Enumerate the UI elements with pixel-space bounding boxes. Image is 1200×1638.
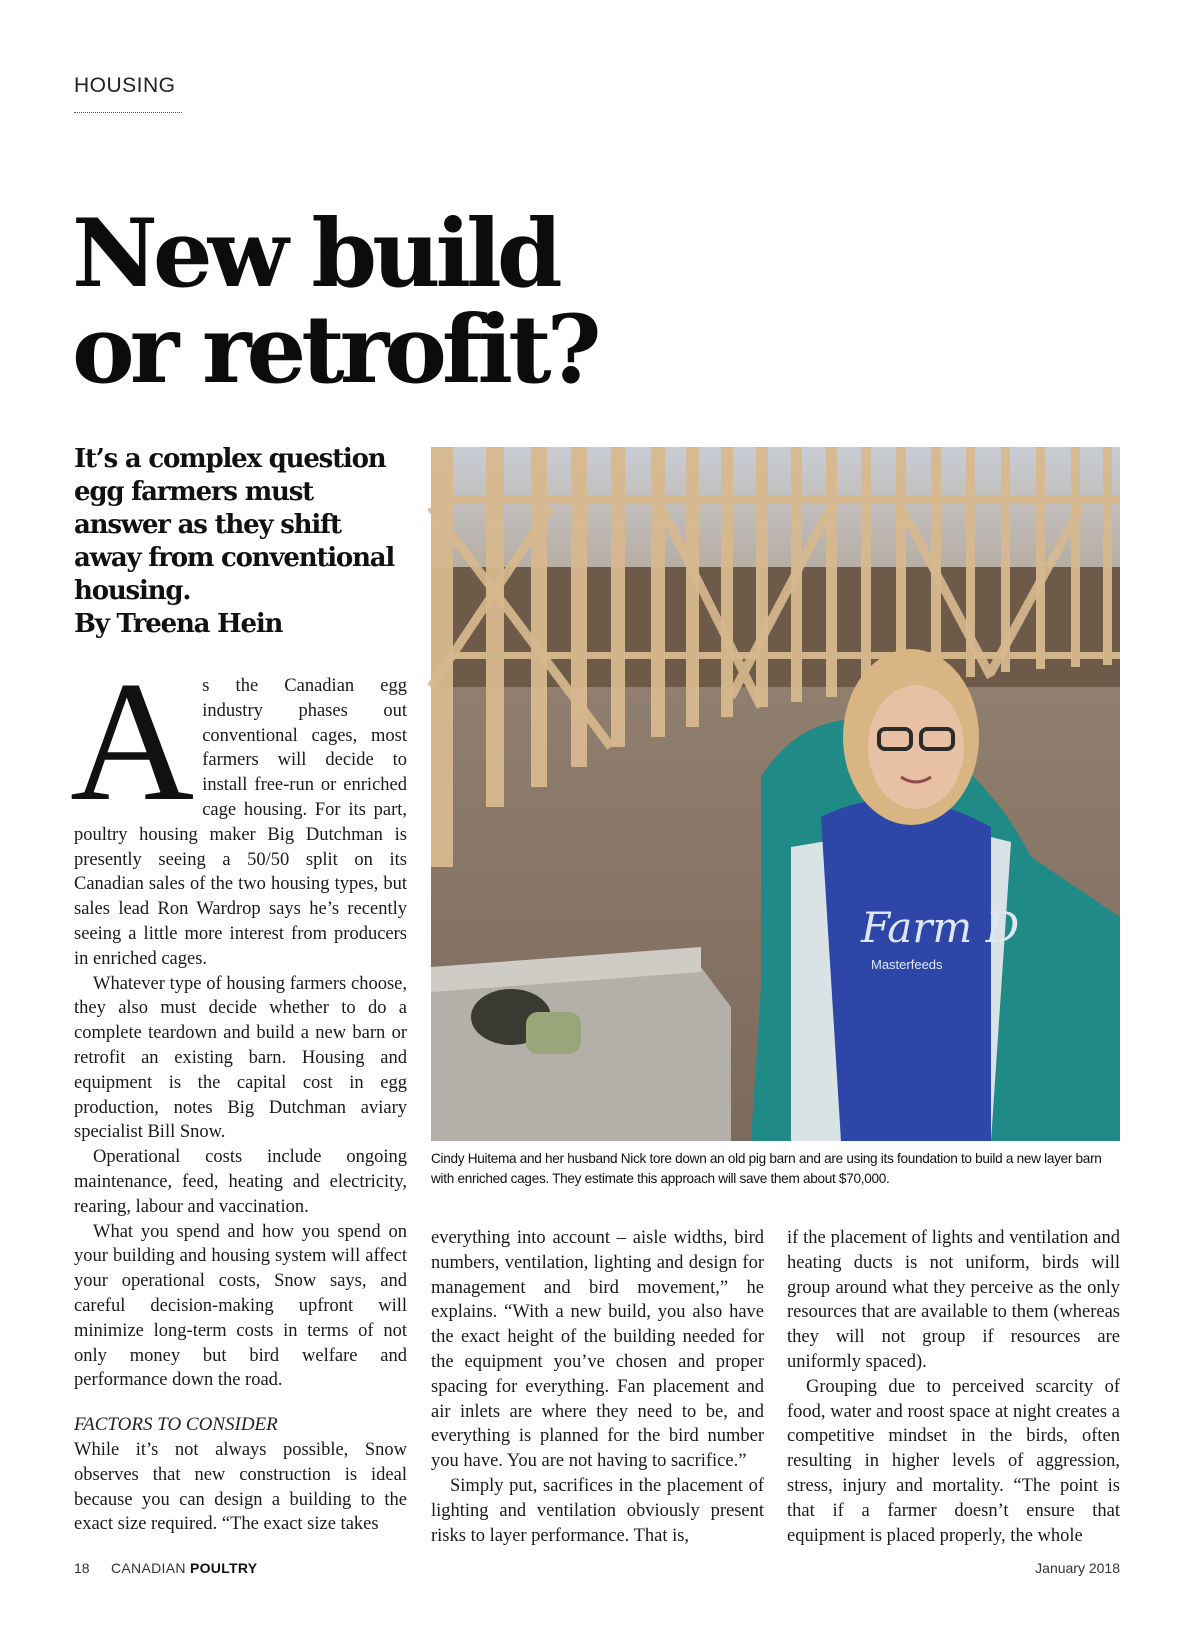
article-paragraph: Simply put, sacrifices in the placement of lighting and ventilation obviously present risks to layer performance. That is, [431,1475,764,1546]
magazine-name-light: CANADIAN [111,1560,186,1576]
article-paragraph: everything into account – aisle widths, bird numbers, ventilation, lighting and design for management and bird movement,” he explains. “With a new build, you also have the exact height of the building needed for the equipment you’ve chosen and proper spacing for everything. Fan placement and air inlets are where they need to be, and everything is planned for the bird number you have. You are not having to sacrifice.” [431,1228,764,1472]
headline-line-1: New build [72,199,558,309]
article-paragraph: Operational costs include ongoing maintenance, feed, heating and electricity, rearing, labour and vaccination. [74,1147,407,1217]
article-paragraph: Grouping due to perceived scarcity of food, water and roost space at night creates a competitive mindset in the birds, often resulting in higher levels of aggression, stress, injury and mortality. “The point is that if a farmer doesn’t ensure that equipment is placed properly, the whole [787,1376,1120,1546]
hoodie-sponsor: Masterfeeds [871,957,943,972]
headline-line-2: or retrofit? [72,295,597,405]
hoodie-text: Farm D [861,903,1020,952]
article-paragraph: What you spend and how you spend on your building and housing system will affect your operational costs, Snow says, and careful decision-making upfront will minimize long-term costs in terms of not only money but bird welfare and performance down the road. [74,1221,407,1391]
article-column-2 [431,1226,764,1546]
section-rule [74,112,182,113]
headline [72,199,597,405]
article-paragraph: if the placement of lights and ventilation and heating ducts is not uniform, birds will group around what they perceive as the only resources that are available to them (whereas they will not group if resources are uniformly spaced). [787,1228,1120,1372]
article-paragraph: While it’s not always possible, Snow observes that new construction is ideal because you can design a building to the exact size required. “The exact size takes [74,1439,407,1535]
deck-text: It’s a complex question egg farmers must answer as they shift away from conventional housing. [74,444,395,606]
section-label: HOUSING [74,74,176,97]
deck [74,443,409,641]
photo-caption: Cindy Huitema and her husband Nick tore down an old pig barn and are using its foundation to build a new layer barn with enriched cages. They estimate this approach will save them about $70,000. [431,1151,1102,1186]
issue-date: January 2018 [1035,1560,1120,1576]
article-paragraph: s the Canadian egg industry phases out conventional cages, most farmers will decide to install free-run or enriched cage housing. For its part, poultry housing maker Big Dutchman is presently seeing a 50/50 split on its Canadian sales of the two housing types, but sales lead Ron Wardrop says he’s recently seeing a little more interest from producers in enriched cages. [74,676,407,969]
article-photo [431,447,1120,1141]
dropcap: A [70,647,195,837]
byline: By Treena Hein [74,609,283,639]
article-column-1 [70,647,407,1535]
page-number: 18 [74,1560,90,1576]
subhead: FACTORS TO CONSIDER [74,1414,278,1436]
article-column-3 [787,1226,1120,1546]
magazine-name [111,1560,257,1576]
magazine-name-bold: POULTRY [189,1560,258,1576]
article-paragraph: Whatever type of housing farmers choose, they also must decide whether to do a complete teardown and build a new barn or retrofit an existing barn. Housing and equipment is the capital cost in egg production, notes Big Dutchman aviary specialist Bill Snow. [74,973,407,1143]
